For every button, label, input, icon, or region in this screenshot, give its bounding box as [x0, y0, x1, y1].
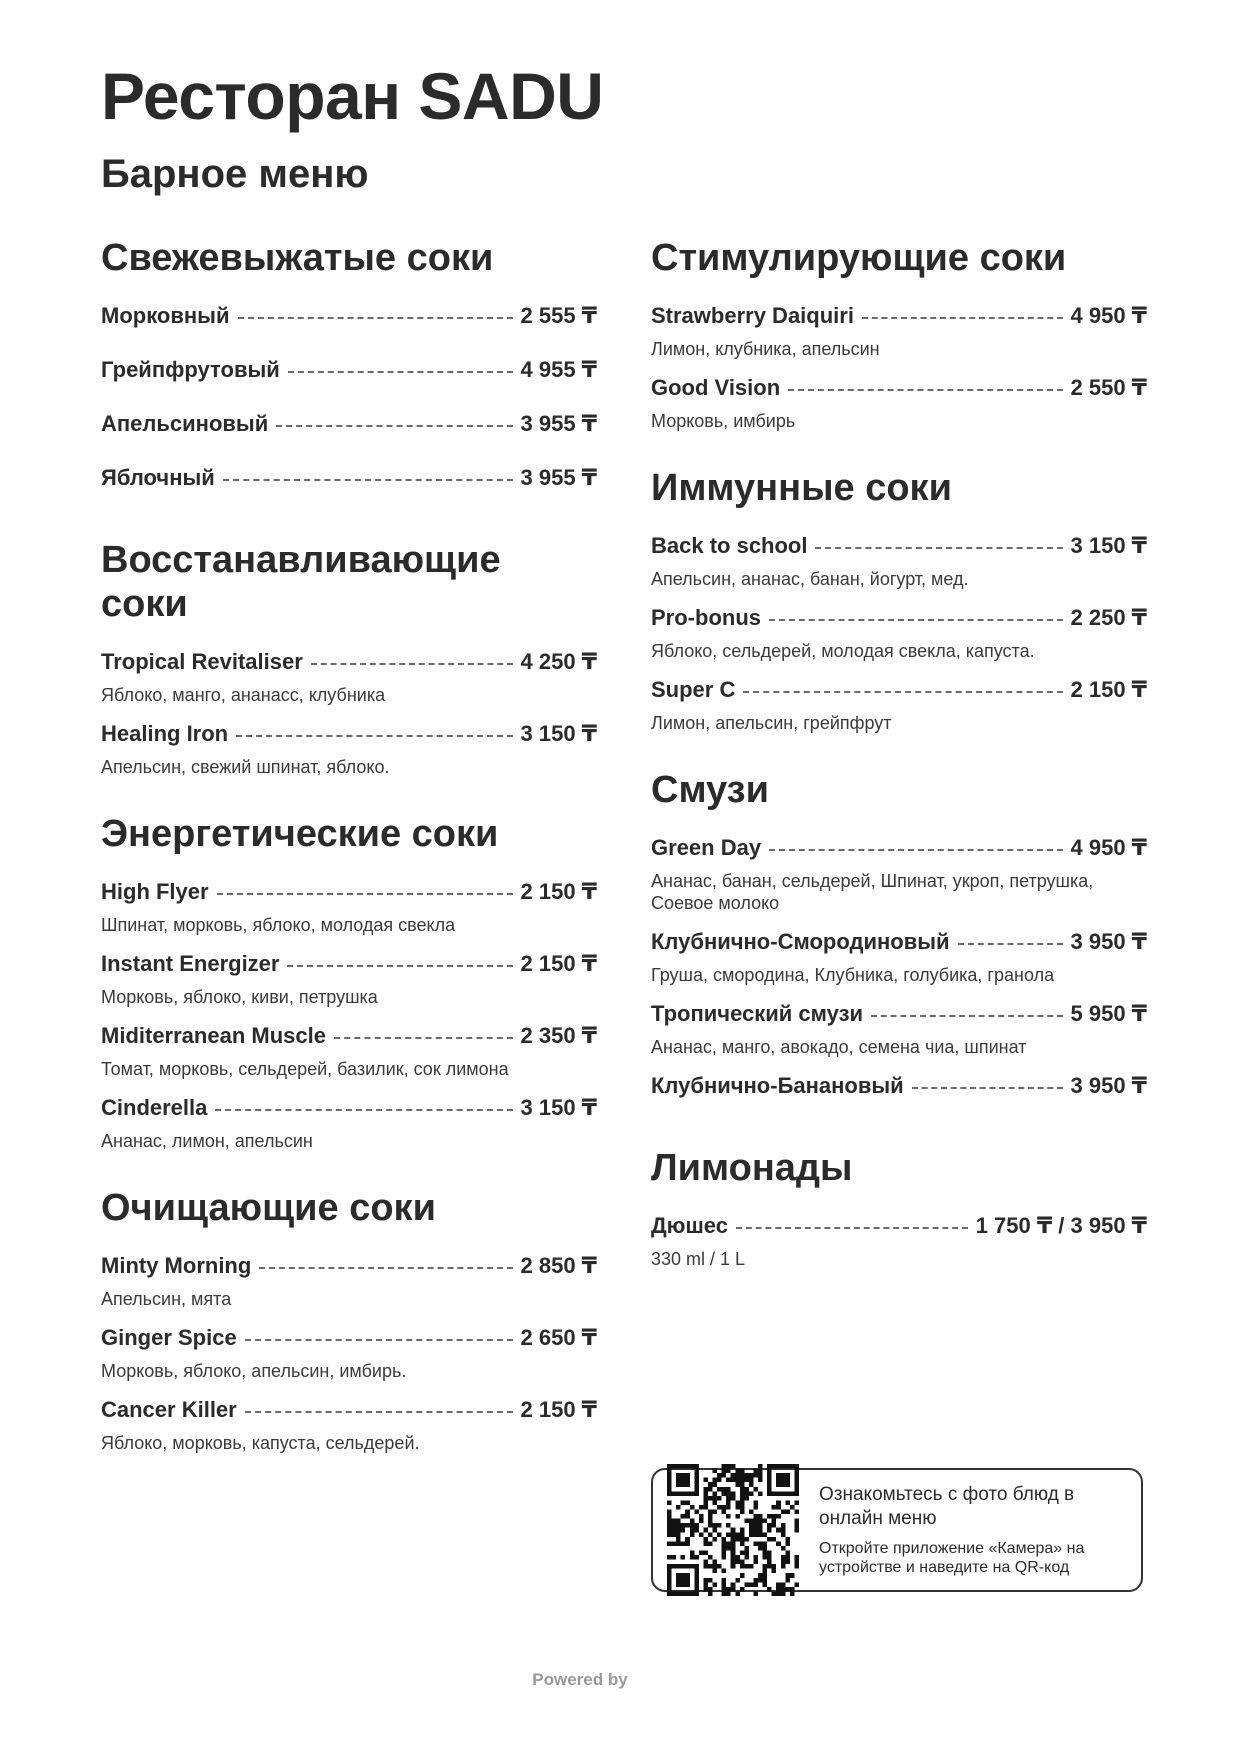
menu-item-price: 2 150 ₸ [1070, 677, 1147, 702]
menu-item [651, 1072, 1147, 1126]
menu-item-price: 2 550 ₸ [1070, 375, 1147, 400]
menu-item-row [651, 1212, 1147, 1240]
dotted-leader [736, 1227, 968, 1229]
menu-item [101, 1094, 597, 1166]
menu-item-row [651, 374, 1147, 402]
menu-item-price: 4 950 ₸ [1070, 303, 1147, 328]
dotted-leader [958, 943, 1063, 945]
menu-item-name: Грейпфрутовый [101, 357, 280, 382]
menu-item [651, 532, 1147, 604]
menu-item [101, 878, 597, 950]
menu-item [101, 410, 597, 464]
menu-item [101, 1252, 597, 1324]
dotted-leader [217, 893, 513, 895]
menu-item-name: Miditerranean Muscle [101, 1023, 326, 1048]
menu-item-name: Дюшес [651, 1213, 728, 1238]
menu-item-description: Томат, морковь, сельдерей, базилик, сок лимона [101, 1059, 509, 1079]
menu-item-list [101, 1252, 597, 1468]
menu-item-price: 3 955 ₸ [520, 411, 597, 436]
qr-card-text [819, 1483, 1127, 1577]
menu-item-row [651, 928, 1147, 956]
dotted-leader [276, 425, 512, 427]
menu-item [651, 834, 1147, 928]
menu-section [101, 812, 597, 1166]
dotted-leader [245, 1411, 513, 1413]
menu-item-price: 3 150 ₸ [520, 1095, 597, 1120]
menu-item-price: 2 350 ₸ [520, 1023, 597, 1048]
menu-item-price: 2 850 ₸ [520, 1253, 597, 1278]
section-title: Стимулирующие соки [651, 237, 1067, 279]
menu-item-row [101, 1022, 597, 1050]
menu-item-name: Green Day [651, 835, 762, 860]
menu-column-right [651, 236, 1147, 1284]
section-title: Смузи [651, 769, 769, 811]
menu-item-description: Апельсин, мята [101, 1289, 232, 1309]
menu-item-row [651, 834, 1147, 862]
menu-item-price: 5 950 ₸ [1070, 1001, 1147, 1026]
dotted-leader [238, 317, 513, 319]
menu-item [651, 374, 1147, 446]
section-title: Очищающие соки [101, 1187, 436, 1229]
dotted-leader [862, 317, 1063, 319]
menu-item [651, 302, 1147, 374]
menu-item-description: Морковь, яблоко, киви, петрушка [101, 987, 378, 1007]
menu-item-list [101, 302, 597, 518]
menu-item-name: Good Vision [651, 375, 781, 400]
menu-item-price: 3 950 ₸ [1070, 1073, 1147, 1098]
menu-item-price: 4 955 ₸ [520, 357, 597, 382]
menu-item-name: Клубнично-Банановый [651, 1073, 904, 1098]
dotted-leader [215, 1109, 512, 1111]
menu-item [101, 302, 597, 356]
menu-item-price: 4 950 ₸ [1070, 835, 1147, 860]
menu-item-row [101, 410, 597, 438]
menu-item-row [651, 302, 1147, 330]
menu-item-description: 330 ml / 1 L [651, 1249, 746, 1269]
menu-item-description: Груша, смородина, Клубника, голубика, гранола [651, 965, 1055, 985]
menu-item-name: Ginger Spice [101, 1325, 237, 1350]
menu-item-description: Ананас, банан, сельдерей, Шпинат, укроп, петрушка, Соевое молоко [651, 871, 1094, 913]
menu-item-price: 1 750 ₸ / 3 950 ₸ [975, 1213, 1147, 1238]
menu-item-price: 3 955 ₸ [520, 465, 597, 490]
section-title: Лимонады [651, 1147, 853, 1189]
menu-item-description: Апельсин, ананас, банан, йогурт, мед. [651, 569, 969, 589]
menu-item-name: Super C [651, 677, 736, 702]
menu-item-row [101, 302, 597, 330]
menu-item-name: Tropical Revitaliser [101, 649, 303, 674]
menu-item [101, 1396, 597, 1468]
menu-item-name: Тропический смузи [651, 1001, 864, 1026]
menu-item-row [101, 1324, 597, 1352]
menu-item-name: Instant Energizer [101, 951, 280, 976]
menu-item-description: Шпинат, морковь, яблоко, молодая свекла [101, 915, 456, 935]
menu-item [101, 1022, 597, 1094]
menu-item [651, 1212, 1147, 1284]
menu-section [101, 1186, 597, 1468]
menu-item-price: 2 650 ₸ [520, 1325, 597, 1350]
menu-item-price: 3 950 ₸ [1070, 929, 1147, 954]
menu-section [651, 236, 1147, 446]
menu-item-description: Лимон, клубника, апельсин [651, 339, 880, 359]
menu-item-price: 4 250 ₸ [520, 649, 597, 674]
menu-item-price: 3 150 ₸ [1070, 533, 1147, 558]
menu-item-list [651, 302, 1147, 446]
menu-item-description: Апельсин, свежий шпинат, яблоко. [101, 757, 390, 777]
dotted-leader [334, 1037, 513, 1039]
dotted-leader [871, 1015, 1062, 1017]
menu-item-description: Морковь, имбирь [651, 411, 796, 431]
page-subtitle: Барное меню [101, 152, 369, 196]
section-title: Иммунные соки [651, 467, 952, 509]
menu-item [651, 928, 1147, 1000]
menu-item-price: 2 150 ₸ [520, 879, 597, 904]
menu-item-name: Minty Morning [101, 1253, 252, 1278]
menu-item-name: Cancer Killer [101, 1397, 237, 1422]
menu-item-name: High Flyer [101, 879, 209, 904]
dotted-leader [912, 1087, 1063, 1089]
menu-item-price: 2 150 ₸ [520, 951, 597, 976]
menu-item-description: Ананас, лимон, апельсин [101, 1131, 313, 1151]
menu-item [101, 356, 597, 410]
menu-item-row [101, 1252, 597, 1280]
dotted-leader [815, 547, 1062, 549]
section-title: Энергетические соки [101, 813, 499, 855]
menu-item-name: Strawberry Daiquiri [651, 303, 854, 328]
menu-column-left [101, 236, 597, 1468]
section-title: Восстанавливающие соки [101, 539, 501, 625]
menu-item-price: 2 250 ₸ [1070, 605, 1147, 630]
menu-item-price: 2 555 ₸ [520, 303, 597, 328]
menu-section [651, 1146, 1147, 1284]
section-title: Свежевыжатые соки [101, 237, 494, 279]
menu-item-name: Cinderella [101, 1095, 208, 1120]
menu-item [101, 950, 597, 1022]
qr-card-subtitle: Откройте приложение «Камера» на устройстве и наведите на QR-код [819, 1540, 1085, 1576]
menu-item-name: Pro-bonus [651, 605, 761, 630]
menu-section [101, 538, 597, 792]
menu-item-name: Яблочный [101, 465, 215, 490]
menu-item-row [651, 1072, 1147, 1100]
menu-item-row [101, 950, 597, 978]
menu-item-row [101, 648, 597, 676]
menu-item [101, 1324, 597, 1396]
menu-item-description: Яблоко, морковь, капуста, сельдерей. [101, 1433, 420, 1453]
menu-item-list [651, 532, 1147, 748]
powered-by-footer: Powered by [532, 1670, 628, 1689]
menu-item-list [651, 1212, 1147, 1284]
menu-item-name: Healing Iron [101, 721, 229, 746]
menu-item [651, 1000, 1147, 1072]
dotted-leader [743, 691, 1062, 693]
dotted-leader [287, 965, 512, 967]
dotted-leader [788, 389, 1062, 391]
menu-item-name: Back to school [651, 533, 808, 558]
menu-item-list [651, 834, 1147, 1126]
menu-item [101, 464, 597, 518]
dotted-leader [236, 735, 512, 737]
menu-item-name: Клубнично-Смородиновый [651, 929, 950, 954]
dotted-leader [245, 1339, 513, 1341]
menu-item-list [101, 878, 597, 1166]
menu-item-price: 2 150 ₸ [520, 1397, 597, 1422]
qr-code-icon[interactable] [667, 1464, 799, 1596]
page-title: Ресторан SADU [101, 59, 604, 133]
dotted-leader [223, 479, 513, 481]
menu-item-description: Яблоко, сельдерей, молодая свекла, капуста. [651, 641, 1035, 661]
dotted-leader [769, 619, 1063, 621]
menu-item-description: Ананас, манго, авокадо, семена чиа, шпинат [651, 1037, 1027, 1057]
menu-item-price: 3 150 ₸ [520, 721, 597, 746]
menu-item-row [101, 356, 597, 384]
dotted-leader [288, 371, 513, 373]
menu-section [651, 466, 1147, 748]
qr-card-title: Ознакомьтесь с фото блюд в онлайн меню [819, 1484, 1075, 1529]
menu-item-name: Апельсиновый [101, 411, 269, 436]
menu-item-list [101, 648, 597, 792]
menu-item-description: Яблоко, манго, ананасс, клубника [101, 685, 386, 705]
menu-section [651, 768, 1147, 1126]
menu-item [101, 648, 597, 720]
dotted-leader [259, 1267, 512, 1269]
menu-item-row [101, 1094, 597, 1122]
dotted-leader [769, 849, 1062, 851]
menu-item-description: Лимон, апельсин, грейпфрут [651, 713, 892, 733]
menu-item-row [101, 1396, 597, 1424]
dotted-leader [311, 663, 513, 665]
menu-item [651, 604, 1147, 676]
menu-item-row [101, 720, 597, 748]
menu-item [651, 676, 1147, 748]
menu-item-row [651, 1000, 1147, 1028]
menu-item [101, 720, 597, 792]
menu-item-row [651, 532, 1147, 560]
menu-item-description: Морковь, яблоко, апельсин, имбирь. [101, 1361, 407, 1381]
menu-item-name: Морковный [101, 303, 230, 328]
menu-item-row [651, 604, 1147, 632]
menu-item-row [101, 878, 597, 906]
menu-section [101, 236, 597, 518]
menu-item-row [651, 676, 1147, 704]
menu-item-row [101, 464, 597, 492]
online-menu-qr-card[interactable] [651, 1468, 1143, 1592]
